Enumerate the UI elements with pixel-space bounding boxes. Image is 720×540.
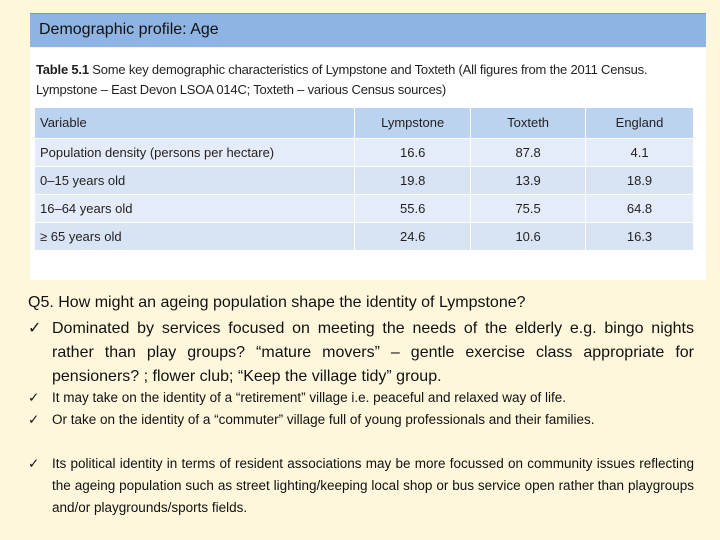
point-text: It may take on the identity of a “retirement” village i.e. peaceful and relaxed way of life. — [52, 390, 567, 405]
cell-toxteth: 87.8 — [471, 138, 586, 166]
header-variable: Variable — [35, 108, 355, 138]
table-row — [35, 194, 694, 222]
cell-england: 64.8 — [586, 194, 694, 222]
checkmark-icon: ✓ — [28, 390, 40, 405]
slide-title-bar — [30, 13, 706, 47]
header-toxteth: Toxteth — [471, 108, 586, 138]
cell-toxteth: 10.6 — [471, 222, 586, 250]
cell-lympstone: 19.8 — [355, 166, 471, 194]
table-row — [35, 166, 694, 194]
cell-variable: 16–64 years old — [35, 194, 355, 222]
census-table — [35, 108, 694, 251]
list-item — [28, 453, 694, 519]
table-caption — [36, 60, 696, 100]
list-item — [28, 387, 694, 409]
list-item — [28, 317, 694, 389]
cell-lympstone: 24.6 — [355, 222, 471, 250]
point-text: Its political identity in terms of resident associations may be more focussed on community issues reflecting the ageing population such as street lighting/keeping local shop or bus service open rather than playgroups and/or playgrounds/sports fields. — [52, 456, 694, 515]
cell-variable: ≥ 65 years old — [35, 222, 355, 250]
cell-lympstone: 16.6 — [355, 138, 471, 166]
table-row — [35, 138, 694, 166]
cell-england: 18.9 — [586, 166, 694, 194]
cell-toxteth: 75.5 — [471, 194, 586, 222]
cell-variable: 0–15 years old — [35, 166, 355, 194]
list-item — [28, 409, 694, 431]
cell-england: 16.3 — [586, 222, 694, 250]
census-table-figure — [30, 48, 706, 280]
table-caption-text: Some key demographic characteristics of Lympstone and Toxteth (All figures from the 2011 Census. Lympstone – East Devon LSOA 014C; Toxteth – various Census sources) — [36, 62, 648, 97]
question-text: Q5. How might an ageing population shape the identity of Lympstone? — [28, 294, 526, 311]
cell-lympstone: 55.6 — [355, 194, 471, 222]
header-lympstone: Lympstone — [355, 108, 471, 138]
table-header-row — [35, 108, 694, 138]
point-text: Or take on the identity of a “commuter” village full of young professionals and their families. — [52, 412, 595, 427]
checkmark-icon: ✓ — [28, 320, 42, 337]
cell-variable: Population density (persons per hectare) — [35, 138, 355, 166]
table-caption-number: Table 5.1 — [36, 62, 89, 77]
cell-england: 4.1 — [586, 138, 694, 166]
table-row — [35, 222, 694, 250]
checkmark-icon: ✓ — [28, 456, 40, 471]
cell-toxteth: 13.9 — [471, 166, 586, 194]
header-england: England — [586, 108, 694, 138]
point-text: Dominated by services focused on meeting the needs of the elderly e.g. bingo nights rather than play groups? “mature movers” – gentle exercise class appropriate for pensioners? ; flower club; “Keep the village tidy” group. — [52, 320, 694, 385]
checkmark-icon: ✓ — [28, 412, 40, 427]
slide-title: Demographic profile: Age — [39, 21, 219, 38]
